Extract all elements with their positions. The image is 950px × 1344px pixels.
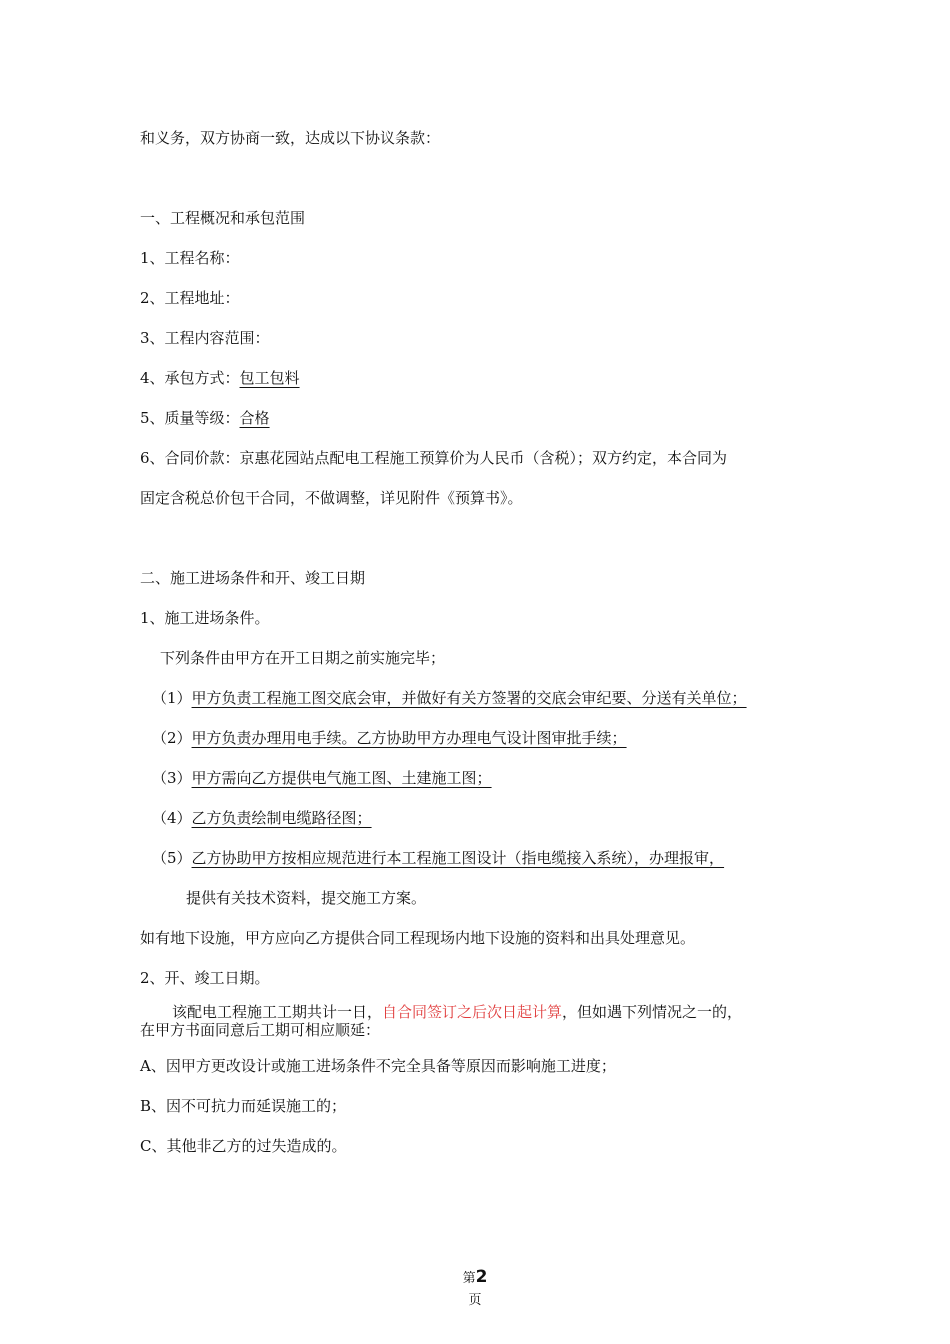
project-address-label: 2、工程地址： <box>140 289 240 307</box>
page-number-line <box>0 1266 950 1290</box>
quality-grade-line <box>140 408 270 428</box>
condition-number: （5） <box>152 849 192 867</box>
section2-heading: 二、施工进场条件和开、竣工日期 <box>140 569 366 587</box>
condition-5-continuation: 提供有关技术资料，提交施工方案。 <box>186 889 427 907</box>
condition-text: 甲方需向乙方提供电气施工图、土建施工图； <box>191 769 492 787</box>
contract-price-line-1: 6、合同价款：京惠花园站点配电工程施工预算价为人民币（含税）；双方约定，本合同为 <box>140 449 728 467</box>
contract-mode-value: 包工包料 <box>239 369 300 387</box>
contract-mode-label: 4、承包方式： <box>140 369 240 387</box>
condition-item <box>152 768 492 788</box>
case-c-text: C、其他非乙方的过失造成的。 <box>140 1137 347 1155</box>
quality-grade-value: 合格 <box>239 409 270 427</box>
page-prefix: 第 <box>462 1271 476 1286</box>
condition-item <box>152 728 627 748</box>
case-b-text: B、因不可抗力而延误施工的； <box>140 1097 347 1115</box>
underground-facilities-text: 如有地下设施，甲方应向乙方提供合同工程现场内地下设施的资料和出具处理意见。 <box>140 929 696 947</box>
dates-heading: 2、开、竣工日期。 <box>140 969 270 987</box>
contract-price-line-2: 固定含税总价包干合同，不做调整，详见附件《预算书》。 <box>140 489 523 507</box>
quality-grade-label: 5、质量等级： <box>140 409 240 427</box>
condition-number: （3） <box>152 769 192 787</box>
section1-heading: 一、工程概况和承包范围 <box>140 209 306 227</box>
condition-text: 乙方协助甲方按相应规范进行本工程施工图设计（指电缆接入系统），办理报审， <box>191 849 725 867</box>
condition-number: （1） <box>152 689 192 707</box>
construction-period-line-1 <box>172 1002 742 1022</box>
period-highlight-text: 自合同签订之后次日起计算 <box>382 1003 563 1021</box>
case-a-text: A、因甲方更改设计或施工进场条件不完全具备等原因而影响施工进度； <box>140 1057 616 1075</box>
condition-text: 甲方负责办理用电手续。乙方协助甲方办理电气设计图审批手续； <box>191 729 627 747</box>
condition-text: 甲方负责工程施工图交底会审，并做好有关方签署的交底会审纪要、分送有关单位； <box>191 689 747 707</box>
condition-item <box>152 808 372 828</box>
project-name-label: 1、工程名称： <box>140 249 240 267</box>
period-text-before: 该配电工程施工工期共计一日， <box>172 1003 383 1021</box>
site-entry-heading: 1、施工进场条件。 <box>140 609 270 627</box>
period-text-after: ，但如遇下列情况之一的， <box>562 1003 743 1021</box>
condition-number: （2） <box>152 729 192 747</box>
page-suffix: 页 <box>468 1293 482 1308</box>
project-scope-label: 3、工程内容范围： <box>140 329 270 347</box>
construction-period-line-2: 在甲方书面同意后工期可相应顺延： <box>140 1021 381 1039</box>
condition-item <box>152 688 747 708</box>
contract-mode-line <box>140 368 300 388</box>
condition-item <box>152 848 724 868</box>
page-number: 2 <box>475 1267 488 1287</box>
condition-text: 乙方负责绘制电缆路径图； <box>191 809 372 827</box>
condition-number: （4） <box>152 809 192 827</box>
intro-text: 和义务，双方协商一致，达成以下协议条款： <box>140 129 441 147</box>
site-entry-intro: 下列条件由甲方在开工日期之前实施完毕； <box>160 649 446 667</box>
